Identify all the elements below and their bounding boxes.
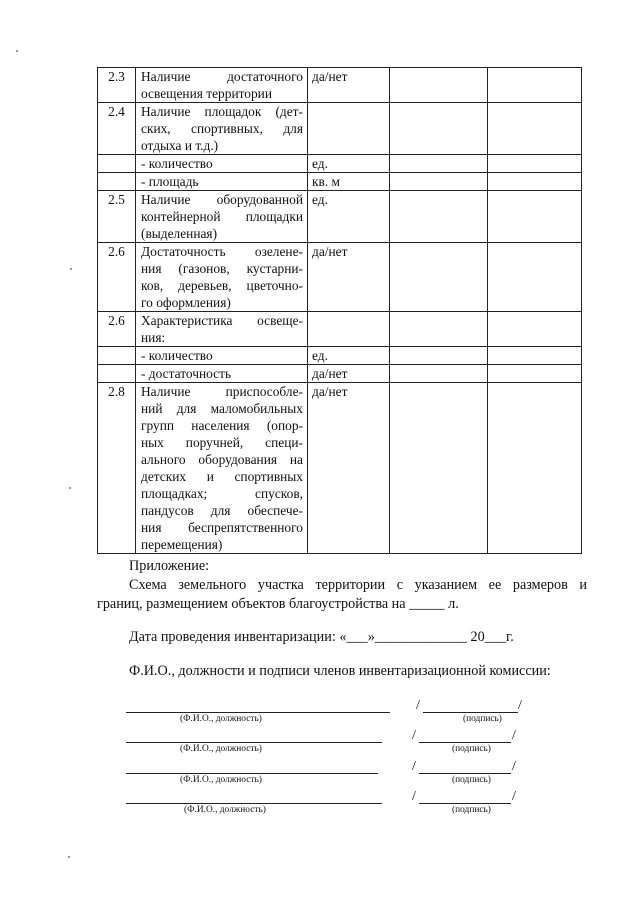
signature-slash-left: / [412, 789, 416, 804]
row-value-cell-1 [390, 243, 488, 312]
row-value-cell-1 [390, 155, 488, 173]
row-description-cell [136, 312, 308, 347]
description-line: площадках; спусков, [141, 486, 303, 501]
row-unit-cell: ед. [308, 155, 390, 173]
name-position-caption: (Ф.И.О., должность) [184, 805, 266, 815]
row-value-cell-1 [390, 365, 488, 383]
signature-caption: (подпись) [452, 805, 491, 815]
row-description-cell [136, 243, 308, 312]
signature-slash-right: / [512, 789, 516, 804]
commission-heading: Ф.И.О., должности и подписи членов инвентаризационной комиссии: [129, 663, 551, 679]
description-line: ных поручней, специ- [141, 435, 303, 450]
signature-slash-left: / [412, 728, 416, 743]
row-unit-cell: кв. м [308, 173, 390, 191]
scan-speck [70, 268, 72, 270]
row-value-cell-1 [390, 173, 488, 191]
signature-line [419, 773, 511, 774]
description-line: отдыха и т.д.) [141, 138, 219, 153]
row-description-cell [136, 103, 308, 155]
description-line: (выделенная) [141, 226, 218, 241]
table-row [98, 68, 582, 103]
description-line: - достаточность [141, 366, 232, 381]
row-number-cell: 2.3 [98, 68, 136, 103]
description-line: ков, деревьев, цветочно- [141, 278, 303, 293]
name-position-caption: (Ф.И.О., должность) [180, 744, 262, 754]
inventory-table-body [98, 68, 582, 554]
table-row [98, 243, 582, 312]
signature-line [423, 712, 518, 713]
row-value-cell-2 [488, 243, 582, 312]
signature-caption: (подпись) [463, 714, 502, 724]
row-description-cell [136, 155, 308, 173]
row-number-cell [98, 173, 136, 191]
description-line: Характеристика освеще- [141, 313, 303, 328]
description-line: Наличие достаточного [141, 69, 303, 84]
description-line: - количество [141, 348, 213, 363]
row-number-cell: 2.6 [98, 243, 136, 312]
table-row [98, 103, 582, 155]
description-line: го оформления) [141, 295, 231, 310]
row-number-cell: 2.5 [98, 191, 136, 243]
row-description-cell [136, 173, 308, 191]
row-description-cell [136, 68, 308, 103]
description-line: Наличие оборудованной [141, 192, 303, 207]
signature-line [419, 803, 511, 804]
description-line: ния: [141, 330, 166, 345]
row-number-cell: 2.4 [98, 103, 136, 155]
description-line: ния беспрепятственного [141, 520, 303, 535]
row-description-cell [136, 191, 308, 243]
description-line: ний для маломобильных [141, 401, 303, 416]
row-value-cell-2 [488, 68, 582, 103]
row-value-cell-1 [390, 68, 488, 103]
description-line: Достаточность озелене- [141, 244, 303, 259]
row-unit-cell: да/нет [308, 383, 390, 554]
signature-slash-left: / [416, 698, 420, 713]
row-value-cell-2 [488, 383, 582, 554]
row-unit-cell: да/нет [308, 365, 390, 383]
row-unit-cell [308, 312, 390, 347]
appendix-title: Приложение: [129, 558, 210, 574]
row-number-cell [98, 365, 136, 383]
row-value-cell-2 [488, 312, 582, 347]
table-row [98, 191, 582, 243]
row-value-cell-1 [390, 312, 488, 347]
row-value-cell-2 [488, 347, 582, 365]
row-description-cell [136, 347, 308, 365]
table-row [98, 383, 582, 554]
table-row [98, 155, 582, 173]
name-position-caption: (Ф.И.О., должность) [180, 775, 262, 785]
signature-slash-right: / [518, 698, 522, 713]
description-line: - площадь [141, 174, 199, 189]
row-unit-cell [308, 103, 390, 155]
row-number-cell: 2.6 [98, 312, 136, 347]
row-value-cell-1 [390, 103, 488, 155]
row-number-cell [98, 347, 136, 365]
row-value-cell-1 [390, 383, 488, 554]
row-unit-cell: да/нет [308, 68, 390, 103]
inventory-table [97, 67, 582, 554]
row-value-cell-1 [390, 191, 488, 243]
name-signature-line [126, 712, 390, 713]
row-value-cell-1 [390, 347, 488, 365]
description-line: Наличие площадок (дет- [141, 104, 303, 119]
description-line: освещения территории [141, 86, 273, 101]
scan-speck [16, 50, 18, 52]
description-line: групп населения (опор- [141, 418, 303, 433]
description-line: Наличие приспособле- [141, 384, 303, 399]
row-value-cell-2 [488, 155, 582, 173]
signature-slash-left: / [412, 759, 416, 774]
name-signature-line [126, 773, 378, 774]
table-row [98, 312, 582, 347]
description-line: контейнерной площадки [141, 209, 303, 224]
description-line: ния (газонов, кустарни- [141, 261, 303, 276]
name-position-caption: (Ф.И.О., должность) [180, 714, 262, 724]
table-row [98, 365, 582, 383]
row-unit-cell: ед. [308, 347, 390, 365]
row-description-cell [136, 383, 308, 554]
row-value-cell-2 [488, 191, 582, 243]
inventory-date-line: Дата проведения инвентаризации: «___»_____________ 20___г. [129, 629, 514, 645]
row-value-cell-2 [488, 365, 582, 383]
table-row [98, 173, 582, 191]
row-number-cell: 2.8 [98, 383, 136, 554]
signature-caption: (подпись) [452, 744, 491, 754]
description-line: перемещения) [141, 537, 223, 552]
signature-slash-right: / [512, 728, 516, 743]
signature-slash-right: / [512, 759, 516, 774]
description-line: - количество [141, 156, 213, 171]
scan-speck [68, 856, 70, 858]
row-description-cell [136, 365, 308, 383]
table-row [98, 347, 582, 365]
signature-line [419, 742, 511, 743]
row-value-cell-2 [488, 173, 582, 191]
row-number-cell [98, 155, 136, 173]
name-signature-line [126, 803, 382, 804]
signature-caption: (подпись) [452, 775, 491, 785]
appendix-line-1: Схема земельного участка территории с указанием ее размеров и [129, 577, 587, 593]
description-line: пандусов для обеспече- [141, 503, 303, 518]
name-signature-line [126, 742, 382, 743]
description-line: ских, спортивных, для [141, 121, 303, 136]
appendix-line-2: границ, размещением объектов благоустройства на _____ л. [97, 596, 459, 612]
row-unit-cell: да/нет [308, 243, 390, 312]
row-value-cell-2 [488, 103, 582, 155]
description-line: детских и спортивных [141, 469, 303, 484]
description-line: ального оборудования на [141, 452, 303, 467]
scan-speck [69, 487, 71, 489]
row-unit-cell: ед. [308, 191, 390, 243]
